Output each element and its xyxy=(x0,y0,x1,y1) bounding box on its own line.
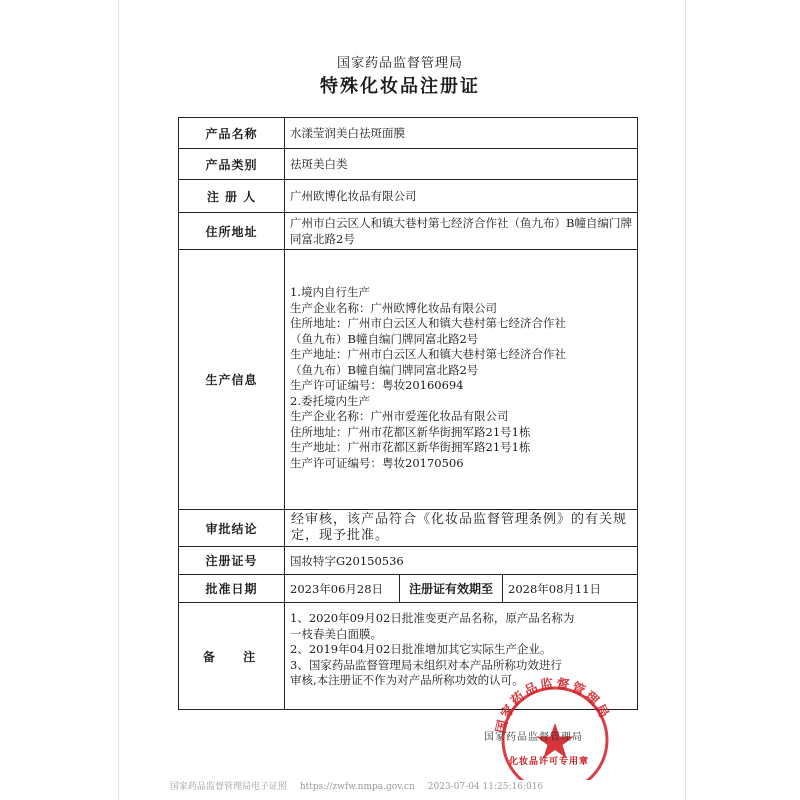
production-line: 1.境内自行生产 xyxy=(290,285,370,299)
remarks-line: 1、2020年09月02日批准变更产品名称，原产品名称为 xyxy=(290,611,575,625)
approve-date-value: 2023年06月28日 xyxy=(285,575,400,603)
certificate-table xyxy=(178,117,638,710)
seal-bottom-text: 化妆品许可专用章 xyxy=(509,757,590,767)
valid-until-value: 2028年08月11日 xyxy=(503,575,638,603)
production-lines xyxy=(290,285,632,471)
production-line: 生产地址：广州市白云区人和镇大巷村第七经济合作社 xyxy=(290,347,566,361)
registrant-value: 广州欧博化妆品有限公司 xyxy=(285,180,638,213)
production-line: 生产企业名称：广州市爱莲化妆品有限公司 xyxy=(290,409,509,423)
category-value: 祛斑美白类 xyxy=(285,149,638,180)
reg-no-value: 国妆特字G20150536 xyxy=(285,547,638,575)
row-production xyxy=(179,250,638,510)
footer-timestamp: 2023-07-04 11:25:16:016 xyxy=(427,782,544,792)
production-label: 生产信息 xyxy=(179,250,285,510)
production-line: 生产许可证编号：粤妆20160694 xyxy=(290,378,464,392)
production-line: 住所地址：广州市花都区新华街拥军路21号1栋 xyxy=(290,424,531,439)
valid-until-label: 注册证有效期至 xyxy=(400,575,503,603)
footer-url[interactable]: https://zwfw.nmpa.gov.cn xyxy=(299,782,415,792)
footer-label: 国家药品监督管理局电子证照 xyxy=(170,782,288,792)
certificate-title: 特殊化妆品注册证 xyxy=(320,76,480,97)
production-line: 生产企业名称：广州欧博化妆品有限公司 xyxy=(290,300,497,315)
product-name-value: 水漾莹润美白祛斑面膜 xyxy=(285,118,638,149)
remarks-line: 审核,本注册证不作为对产品所称功效的认可。 xyxy=(290,673,524,687)
address-label: 住所地址 xyxy=(179,213,285,250)
seal-ring-text: 国家药品监督管理局 xyxy=(493,676,613,735)
row-category xyxy=(179,149,638,180)
production-line: 生产许可证编号：粤妆20170506 xyxy=(290,455,464,470)
remarks-line: 3、国家药品监督管理局未组织对本产品所称功效进行 xyxy=(290,657,562,672)
remarks-line: 2、2019年04月02日批准增加其它实际生产企业。 xyxy=(290,642,552,656)
seal-sub-text: 国家药品监督管理局 xyxy=(484,732,583,743)
approval-value: 经审核，该产品符合《化妆品监督管理条例》的有关规定，现予批准。 xyxy=(285,510,638,547)
approval-label: 审批结论 xyxy=(179,510,285,547)
remarks-label: 备 注 xyxy=(179,603,285,710)
production-line: 住所地址：广州市白云区人和镇大巷村第七经济合作社 xyxy=(290,316,566,330)
row-product-name xyxy=(179,118,638,149)
category-label: 产品类别 xyxy=(179,149,285,180)
production-line: 生产地址：广州市花都区新华街拥军路21号1栋 xyxy=(290,440,531,454)
production-line: 2.委托境内生产 xyxy=(290,393,370,408)
row-address xyxy=(179,213,638,250)
production-value xyxy=(285,250,638,510)
issuer-name: 国家药品监督管理局 xyxy=(336,56,463,71)
production-line: （鱼九布）B幢自编门牌同富北路2号 xyxy=(290,331,479,346)
product-name-label: 产品名称 xyxy=(179,118,285,149)
row-reg-no xyxy=(179,547,638,575)
row-registrant xyxy=(179,180,638,213)
remarks-line: 一枝春美白面膜。 xyxy=(290,626,382,641)
registrant-label: 注 册 人 xyxy=(179,180,285,213)
production-line: （鱼九布）B幢自编门牌同富北路2号 xyxy=(290,362,479,377)
approve-date-label: 批准日期 xyxy=(179,575,285,603)
footer xyxy=(170,779,630,792)
address-value: 广州市白云区人和镇大巷村第七经济合作社（鱼九布）B幢自编门牌同富北路2号 xyxy=(285,213,638,250)
reg-no-label: 注册证号 xyxy=(179,547,285,575)
row-dates xyxy=(179,575,638,603)
row-approval xyxy=(179,510,638,547)
